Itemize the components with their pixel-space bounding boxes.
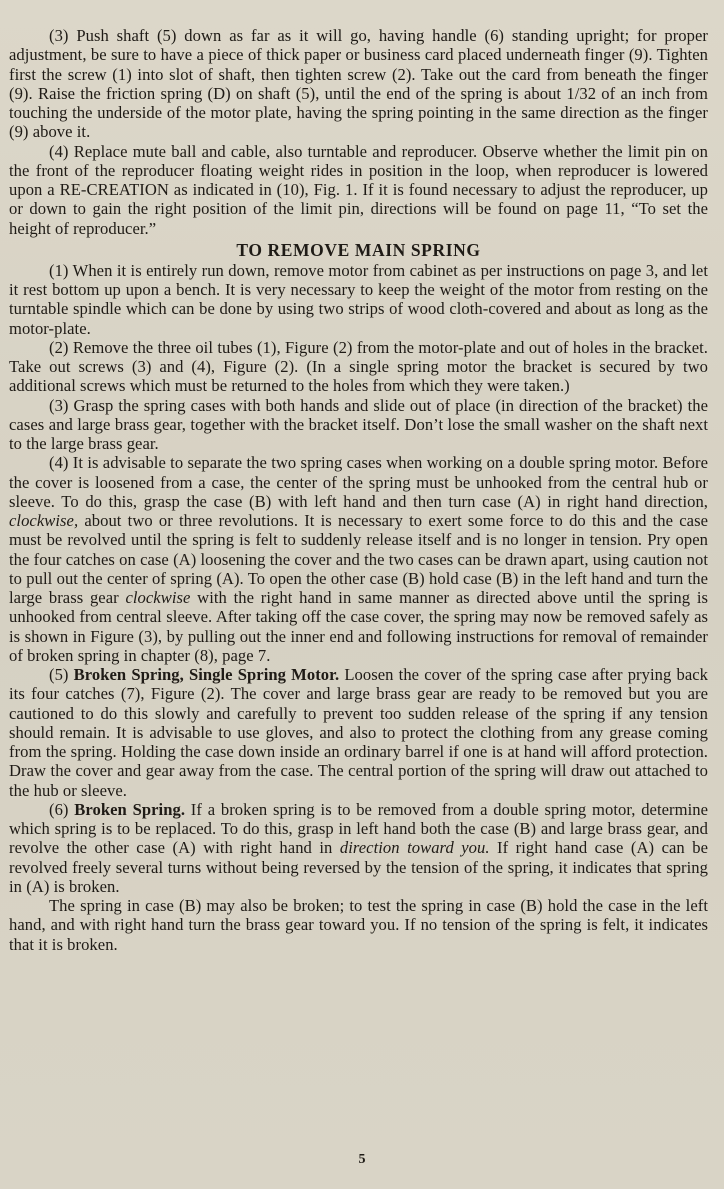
paragraph-test-case-b: The spring in case (B) may also be broken; to test the spring in case (B) hold the case in the left hand, and with right hand turn the brass gear toward you. If no tension of the spring is felt, it indicates that it is broken. bbox=[9, 896, 708, 954]
paragraph-text: with the right hand in same manner as directed above until the spring is unhooked from central sleeve. After taking off the case cover, the spring may now be removed safely as is shown in Figure (3), by pulling out the inner end and following instructions for removal of remainder of broken spring in chapter (8), page 7. bbox=[9, 588, 708, 665]
paragraph-remove-oil-tubes: (2) Remove the three oil tubes (1), Figure (2) from the motor-plate and out of holes in the bracket. Take out screws (3) and (4), Figure (2). (In a single spring motor the bracket is secured by two additional screws which must be returned to the holes from which they were taken.) bbox=[9, 337, 708, 396]
section-heading: TO REMOVE MAIN SPRING bbox=[236, 239, 481, 260]
paragraph-broken-spring bbox=[9, 800, 708, 896]
paragraph-lead: (5) bbox=[49, 665, 74, 684]
page-number: 5 bbox=[358, 1152, 366, 1167]
paragraph-text: Loosen the cover of the spring case after prying back its four catches (7), Figure (2). The cover and large brass gear are ready to be removed but you are cautioned to do this slowly and carefully to prevent too sudden release of the spring if any tension should remain. It is advisable to use gloves, and also to protect the clothing from any grease coming from the spring. Holding the case down inside an ordinary barrel if one is at hand will afford protection. Draw the cover and gear away from the case. The central portion of the spring will draw out attached to the hub or sleeve. bbox=[9, 665, 709, 800]
paragraph-text: about two or three revolutions. It is necessary to exert some force to do this and the case must be revolved until the spring is felt to suddenly release itself and is no longer in tension. Pry open the four catches on case (A) loosening the cover and the two cases can be drawn apart, using caution not to pull out the center of spring (A). To open the other case (B) hold case (B) in the left hand and turn the large brass gear bbox=[9, 511, 708, 607]
paragraph-run-down: (1) When it is entirely run down, remove motor from cabinet as per instructions on page 3, and let it rest bottom up upon a bench. It is very necessary to keep the weight of the motor from resting on the turntable spindle which can be done by using two strips of wood cloth-covered and about as long as the motor-plate. bbox=[9, 260, 708, 338]
run-in-heading: Broken Spring. bbox=[74, 799, 186, 819]
paragraph-broken-spring-single bbox=[9, 665, 708, 800]
paragraph-separate-spring-cases bbox=[9, 453, 708, 665]
run-in-heading: Broken Spring, Single Spring Motor. bbox=[73, 665, 340, 684]
paragraph-text: If a broken spring is to be removed from a double spring motor, determine which spring is to be replaced. To do this, grasp in left hand both the case (B) and large brass gear, and revolve the other case (A) with right hand in bbox=[9, 799, 708, 858]
paragraph-text: If right hand case (A) can be revolved freely several turns without being reversed by the tension of the spring, it indicates that spring in (A) is broken. bbox=[9, 838, 708, 896]
paragraph-grasp-spring-cases: (3) Grasp the spring cases with both hands and slide out of place (in direction of the bracket) the cases and large brass gear, together with the bracket itself. Don’t lose the small washer on the shaft next to the large brass gear. bbox=[9, 395, 708, 453]
emphasis-direction: direction toward you. bbox=[339, 838, 490, 858]
paragraph-lead: (6) bbox=[49, 799, 75, 819]
paragraph-push-shaft: (3) Push shaft (5) down as far as it will go, having handle (6) standing upright; for proper adjustment, be sure to have a piece of thick paper or business card placed underneath finger (9). Tighten first the screw (1) into slot of shaft, then tighten screw (2). Take out the card from beneath the finger (9). Raise the friction spring (D) on shaft (5), until the end of the spring is about 1/32 of an inch from touching the underside of the motor plate, having the spring pointing in the same direction as the finger (9) above it. bbox=[9, 26, 708, 142]
paragraph-text: (4) It is advisable to separate the two spring cases when working on a double spring motor. Before the cover is loosened from a case, the center of the spring must be unhooked from the central hub or sleeve. To do this, grasp the case (B) with left hand and then turn case (A) in right hand direction, bbox=[9, 453, 708, 511]
emphasis-clockwise: clockwise bbox=[125, 588, 191, 607]
paragraph-replace-mute-ball: (4) Replace mute ball and cable, also turntable and reproducer. Observe whether the limit pin on the front of the reproducer floating weight rides in position in the loop, when reproducer is lowered upon a RE-CREATION as indicated in (10), Fig. 1. If it is found necessary to adjust the reproducer, up or down to gain the right position of the limit pin, directions will be found on page 11, “To set the height of reproducer.” bbox=[9, 141, 708, 238]
emphasis-clockwise: clockwise, bbox=[9, 511, 79, 530]
